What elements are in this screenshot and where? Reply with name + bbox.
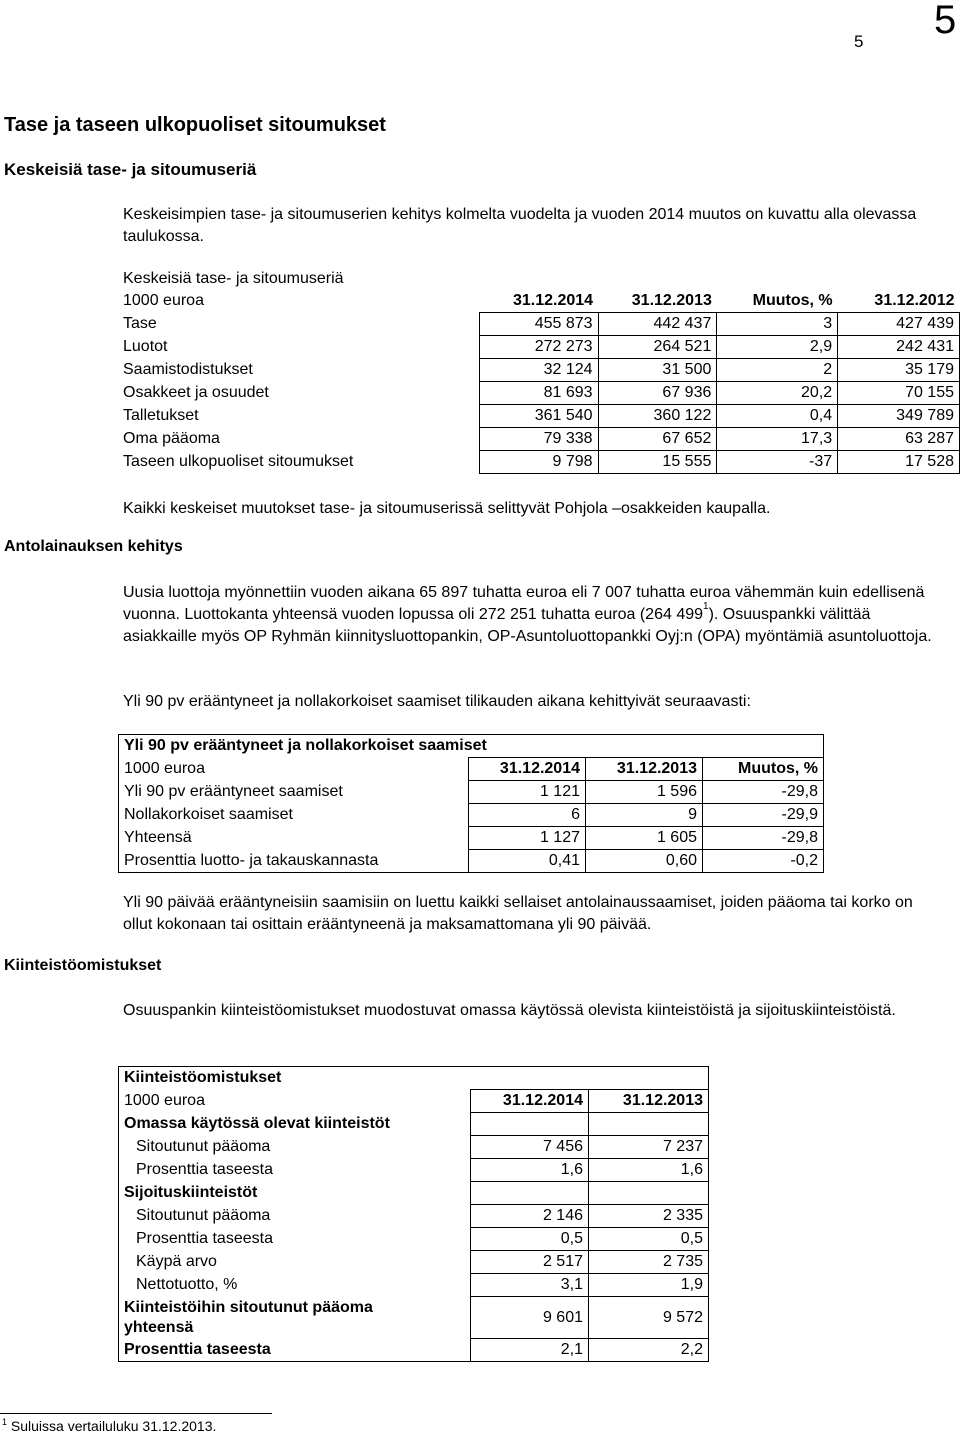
section-heading-loans: Antolainauksen kehitys xyxy=(4,538,183,555)
cell-value: 1,6 xyxy=(589,1159,709,1182)
cell-value: 2 146 xyxy=(471,1205,589,1228)
table-row xyxy=(119,781,824,804)
cell-value: 1 127 xyxy=(469,827,586,850)
table2-header: Muutos, % xyxy=(703,758,824,781)
table2-header: 31.12.2013 xyxy=(586,758,703,781)
property-table xyxy=(118,1066,709,1362)
cell-value: 361 540 xyxy=(479,405,598,428)
loans-text-part1: Uusia luottoja myönnettiin vuoden aikana 65 897 tuhatta euroa eli 7 007 tuhatta euroa vähemmän kuin edellisenä vuonna. Luottokanta yhteensä vuoden lopussa oli 272 251 tuhatta euroa (264 499 xyxy=(123,584,925,623)
cell-value: 1 605 xyxy=(586,827,703,850)
table-row xyxy=(119,1136,709,1159)
cell-value: -0,2 xyxy=(703,850,824,873)
key-items-table xyxy=(118,268,960,474)
cell-value: 2 335 xyxy=(589,1205,709,1228)
cell-value: -29,9 xyxy=(703,804,824,827)
cell-value: -29,8 xyxy=(703,827,824,850)
row-label: Prosenttia luotto- ja takauskannasta xyxy=(119,850,469,873)
row-label: Sitoutunut pääoma xyxy=(119,1205,471,1228)
row-label: Prosenttia taseesta xyxy=(119,1228,471,1251)
cell-value: 2 xyxy=(717,359,838,382)
row-label: Tase xyxy=(123,315,157,332)
footnote-mark: 1 xyxy=(2,1417,8,1427)
cell-value: 1,9 xyxy=(589,1274,709,1297)
table-row xyxy=(118,405,960,428)
cell-value: 360 122 xyxy=(598,405,717,428)
table-row xyxy=(118,428,960,451)
cell-value: 6 xyxy=(469,804,586,827)
footnote-text: Suluissa vertailuluku 31.12.2013. xyxy=(10,1418,217,1434)
cell-value: 2,9 xyxy=(717,336,838,359)
cell-value: 67 936 xyxy=(598,382,717,405)
row-label: Käypä arvo xyxy=(119,1251,471,1274)
cell-value: 1,6 xyxy=(471,1159,589,1182)
table-row xyxy=(119,1228,709,1251)
table1-header: 31.12.2014 xyxy=(512,292,594,309)
cell-value: 7 237 xyxy=(589,1136,709,1159)
total-pct-label: Prosenttia taseesta xyxy=(119,1339,471,1362)
row-label: Nettotuotto, % xyxy=(119,1274,471,1297)
cell-empty xyxy=(589,1113,709,1136)
table-group-row xyxy=(119,1182,709,1205)
cell-value: 70 155 xyxy=(838,382,960,405)
total-label: Kiinteistöihin sitoutunut pääoma yhteensä xyxy=(119,1297,471,1339)
section-heading-key-items: Keskeisiä tase- ja sitoumuseriä xyxy=(4,160,257,179)
table-row xyxy=(119,850,824,873)
cell-value: 35 179 xyxy=(838,359,960,382)
table1-header: Muutos, % xyxy=(752,292,833,309)
cell-value: 81 693 xyxy=(479,382,598,405)
cell-value: 264 521 xyxy=(598,336,717,359)
footnote-separator xyxy=(0,1413,272,1414)
table2-header: 31.12.2014 xyxy=(469,758,586,781)
table1-header: 31.12.2012 xyxy=(874,292,955,309)
cell-empty xyxy=(589,1182,709,1205)
cell-value: 0,4 xyxy=(717,405,838,428)
cell-value: 2 735 xyxy=(589,1251,709,1274)
table-row xyxy=(118,313,960,336)
table-row xyxy=(119,1159,709,1182)
property-paragraph: Osuuspankin kiinteistöomistukset muodostuvat omassa käytössä olevista kiinteistöistä ja sijoituskiinteistöistä. xyxy=(123,1002,896,1019)
cell-empty xyxy=(471,1113,589,1136)
group-heading-investment: Sijoituskiinteistöt xyxy=(119,1182,471,1205)
table-total-row xyxy=(119,1297,709,1339)
cell-value: 2 517 xyxy=(471,1251,589,1274)
table-row xyxy=(119,804,824,827)
cell-value: 17,3 xyxy=(717,428,838,451)
table1-header: 31.12.2013 xyxy=(631,292,712,309)
table2-unit: 1000 euroa xyxy=(119,758,469,781)
cell-value: 9 798 xyxy=(479,451,598,474)
cell-value: 7 456 xyxy=(471,1136,589,1159)
table3-header: 31.12.2013 xyxy=(589,1090,709,1113)
cell-value: 0,5 xyxy=(589,1228,709,1251)
table2-title: Yli 90 pv erääntyneet ja nollakorkoiset saamiset xyxy=(119,735,824,758)
group-heading-own-use: Omassa käytössä olevat kiinteistöt xyxy=(119,1113,471,1136)
table-row xyxy=(118,336,960,359)
table1-unit: 1000 euroa xyxy=(123,292,204,310)
page-number-small: 5 xyxy=(854,32,864,51)
table-row xyxy=(119,827,824,850)
table3-title: Kiinteistöomistukset xyxy=(119,1067,709,1090)
cell-value: -29,8 xyxy=(703,781,824,804)
table-row xyxy=(119,1274,709,1297)
row-label: Prosenttia taseesta xyxy=(119,1159,471,1182)
cell-value: 2,2 xyxy=(589,1339,709,1362)
row-label: Luotot xyxy=(123,338,168,355)
section-heading-property: Kiinteistöomistukset xyxy=(4,957,162,974)
cell-value: 0,41 xyxy=(469,850,586,873)
table-group-row xyxy=(119,1113,709,1136)
overdue-intro: Yli 90 pv erääntyneet ja nollakorkoiset saamiset tilikauden aikana kehittyivät seuraavasti: xyxy=(123,693,751,710)
cell-value: 79 338 xyxy=(479,428,598,451)
row-label: Taseen ulkopuoliset sitoumukset xyxy=(123,453,354,470)
intro-paragraph: Keskeisimpien tase- ja sitoumuserien kehitys kolmelta vuodelta ja vuoden 2014 muutos on kuvattu alla olevassa taulukossa. xyxy=(123,206,917,245)
cell-value: 2,1 xyxy=(471,1339,589,1362)
loans-paragraph xyxy=(123,582,943,648)
cell-value: 427 439 xyxy=(838,313,960,336)
table3-header: 31.12.2014 xyxy=(471,1090,589,1113)
row-label: Oma pääoma xyxy=(123,430,220,447)
table-total-row xyxy=(119,1339,709,1362)
cell-value: 0,5 xyxy=(471,1228,589,1251)
overdue-definition: Yli 90 päivää erääntyneisiin saamisiin on luettu kaikki sellaiset antolainaussaamiset, joiden pääoma tai korko on ollut kokonaan tai osittain erääntyneenä ja maksamattomana yli 90 päivää. xyxy=(123,894,913,933)
cell-value: -37 xyxy=(717,451,838,474)
footnote-reference: 1 xyxy=(703,601,709,612)
cell-value: 349 789 xyxy=(838,405,960,428)
page-title: Tase ja taseen ulkopuoliset sitoumukset xyxy=(4,114,386,136)
cell-value: 15 555 xyxy=(598,451,717,474)
cell-value: 31 500 xyxy=(598,359,717,382)
row-label: Saamistodistukset xyxy=(123,361,253,378)
cell-value: 1 121 xyxy=(469,781,586,804)
cell-value: 9 xyxy=(586,804,703,827)
cell-value: 3 xyxy=(717,313,838,336)
footnote xyxy=(2,1418,216,1434)
overdue-receivables-table xyxy=(118,734,824,873)
row-label: Nollakorkoiset saamiset xyxy=(119,804,469,827)
cell-value: 442 437 xyxy=(598,313,717,336)
row-label: Osakkeet ja osuudet xyxy=(123,384,269,401)
cell-value: 1 596 xyxy=(586,781,703,804)
cell-value: 9 601 xyxy=(471,1297,589,1339)
cell-value: 63 287 xyxy=(838,428,960,451)
cell-value: 9 572 xyxy=(589,1297,709,1339)
table-row xyxy=(119,1251,709,1274)
cell-value: 17 528 xyxy=(838,451,960,474)
page-number-large: 5 xyxy=(934,0,957,42)
cell-value: 3,1 xyxy=(471,1274,589,1297)
table-row xyxy=(118,359,960,382)
row-label: Sitoutunut pääoma xyxy=(119,1136,471,1159)
cell-value: 272 273 xyxy=(479,336,598,359)
cell-value: 20,2 xyxy=(717,382,838,405)
key-items-note: Kaikki keskeiset muutokset tase- ja sitoumuserissä selittyvät Pohjola –osakkeiden kaupalla. xyxy=(123,500,771,517)
loans-text-part2: ). Osuuspankki välittää asiakkaille myös OP Ryhmän kiinnitysluottopankin, OP-Asuntoluottopankki Oyj:n (OPA) myöntämiä asuntoluottoja. xyxy=(123,606,932,645)
row-label: Talletukset xyxy=(123,407,199,424)
table3-unit: 1000 euroa xyxy=(119,1090,471,1113)
cell-value: 455 873 xyxy=(479,313,598,336)
cell-empty xyxy=(471,1182,589,1205)
table-row xyxy=(118,451,960,474)
table-row xyxy=(119,1205,709,1228)
row-label: Yli 90 pv erääntyneet saamiset xyxy=(119,781,469,804)
cell-value: 67 652 xyxy=(598,428,717,451)
table-row xyxy=(118,382,960,405)
row-label: Yhteensä xyxy=(119,827,469,850)
table1-title: Keskeisiä tase- ja sitoumuseriä xyxy=(123,270,344,287)
cell-value: 32 124 xyxy=(479,359,598,382)
cell-value: 0,60 xyxy=(586,850,703,873)
cell-value: 242 431 xyxy=(838,336,960,359)
